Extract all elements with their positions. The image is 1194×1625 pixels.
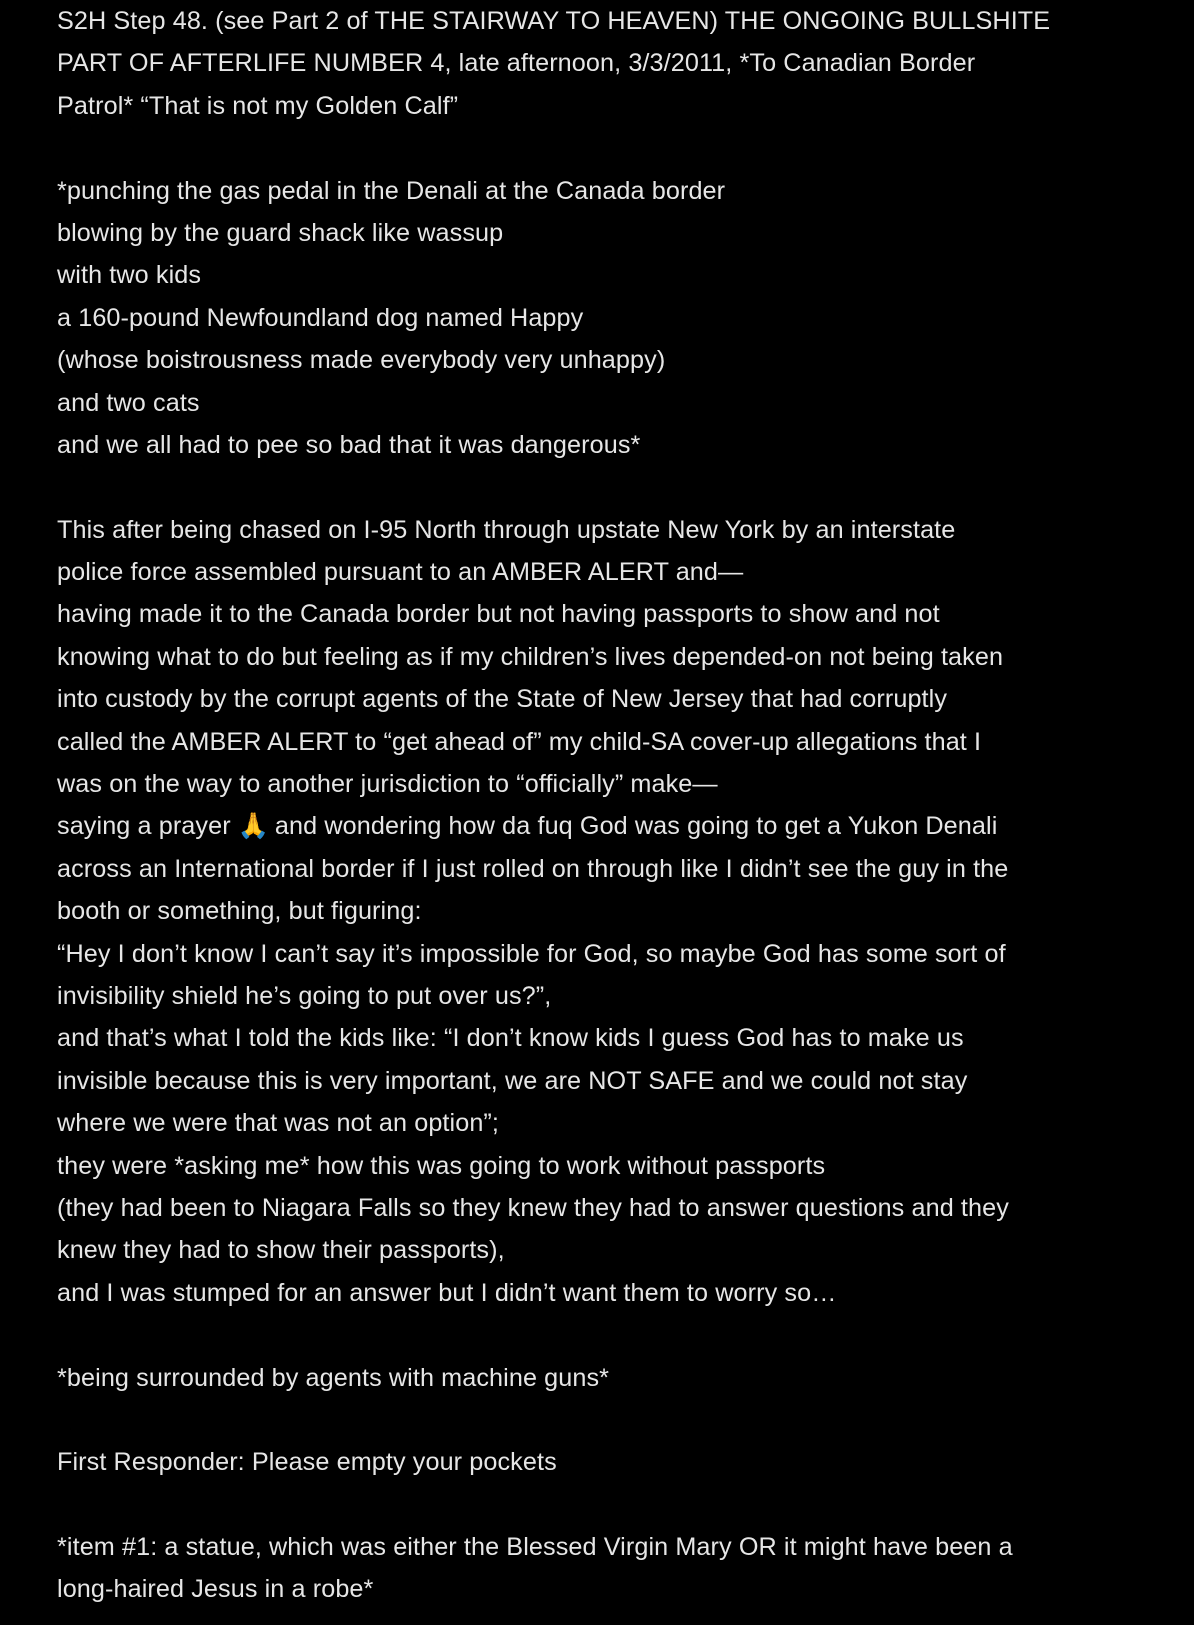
text-line: was on the way to another jurisdiction to “officially” make— bbox=[57, 770, 718, 799]
text-line: PART OF AFTERLIFE NUMBER 4, late afternoon, 3/3/2011, *To Canadian Border bbox=[57, 49, 976, 78]
text-line: “Hey I don’t know I can’t say it’s impossible for God, so maybe God has some sort of bbox=[57, 939, 1006, 968]
text-line: having made it to the Canada border but not having passports to show and not bbox=[57, 600, 940, 629]
text-line: across an International border if I just rolled on through like I didn’t see the guy in the bbox=[57, 854, 1009, 883]
text-line: Patrol* “That is not my Golden Calf” bbox=[57, 91, 459, 120]
text-line: with two kids bbox=[57, 261, 202, 290]
note-body bbox=[57, 0, 1167, 1611]
text-line: and two cats bbox=[57, 388, 200, 417]
text-line: invisible because this is very important, we are NOT SAFE and we could not stay bbox=[57, 1066, 968, 1095]
text-line: police force assembled pursuant to an AMBER ALERT and— bbox=[57, 558, 744, 587]
text-line: and we all had to pee so bad that it was dangerous* bbox=[57, 430, 641, 459]
text-line: they were *asking me* how this was going to work without passports bbox=[57, 1151, 826, 1180]
text-line: and that’s what I told the kids like: “I don’t know kids I guess God has to make us bbox=[57, 1024, 964, 1053]
text-line: knew they had to show their passports), bbox=[57, 1236, 505, 1265]
text-line: This after being chased on I-95 North through upstate New York by an interstate bbox=[57, 515, 956, 544]
text-line: S2H Step 48. (see Part 2 of THE STAIRWAY TO HEAVEN) THE ONGOING BULLSHITE bbox=[57, 7, 1051, 35]
action-line: *being surrounded by agents with machine guns* bbox=[57, 1363, 610, 1392]
text-line: long-haired Jesus in a robe* bbox=[57, 1575, 374, 1604]
prayer-line bbox=[57, 805, 1167, 847]
praying-hands-icon: 🙏 bbox=[237, 812, 270, 841]
text-line: invisibility shield he’s going to put over us?”, bbox=[57, 981, 552, 1010]
note-title bbox=[57, 0, 1167, 127]
blank-line bbox=[57, 1484, 1167, 1526]
text-line: a 160-pound Newfoundland dog named Happy bbox=[57, 303, 584, 332]
text-line: (they had been to Niagara Falls so they knew they had to answer questions and they bbox=[57, 1193, 1009, 1222]
blank-line bbox=[57, 1399, 1167, 1441]
text-line: (whose boistrousness made everybody very unhappy) bbox=[57, 346, 666, 375]
text-line: blowing by the guard shack like wassup bbox=[57, 218, 504, 247]
text-line: *punching the gas pedal in the Denali at the Canada border bbox=[57, 176, 726, 205]
item-description bbox=[57, 1526, 1167, 1611]
text-line: called the AMBER ALERT to “get ahead of” my child-SA cover-up allegations that I bbox=[57, 727, 982, 756]
text-line: into custody by the corrupt agents of the State of New Jersey that had corruptly bbox=[57, 685, 948, 714]
blank-line bbox=[57, 466, 1167, 508]
prayer-text-after: and wondering how da fuq God was going to get a Yukon Denali bbox=[267, 812, 998, 841]
text-line: where we were that was not an option”; bbox=[57, 1109, 500, 1138]
text-line: booth or something, but figuring: bbox=[57, 897, 422, 926]
stanza-border-dash bbox=[57, 170, 1167, 467]
text-line: and I was stumped for an answer but I didn’t want them to worry so… bbox=[57, 1278, 837, 1307]
text-line: *item #1: a statue, which was either the Blessed Virgin Mary OR it might have been a bbox=[57, 1533, 1013, 1562]
prayer-text-before: saying a prayer bbox=[57, 812, 238, 841]
blank-line bbox=[57, 127, 1167, 169]
blank-line bbox=[57, 1314, 1167, 1356]
text-line: knowing what to do but feeling as if my children’s lives depended-on not being taken bbox=[57, 642, 1004, 671]
paragraph-chase bbox=[57, 509, 1167, 1314]
dialogue-line: First Responder: Please empty your pockets bbox=[57, 1448, 557, 1477]
